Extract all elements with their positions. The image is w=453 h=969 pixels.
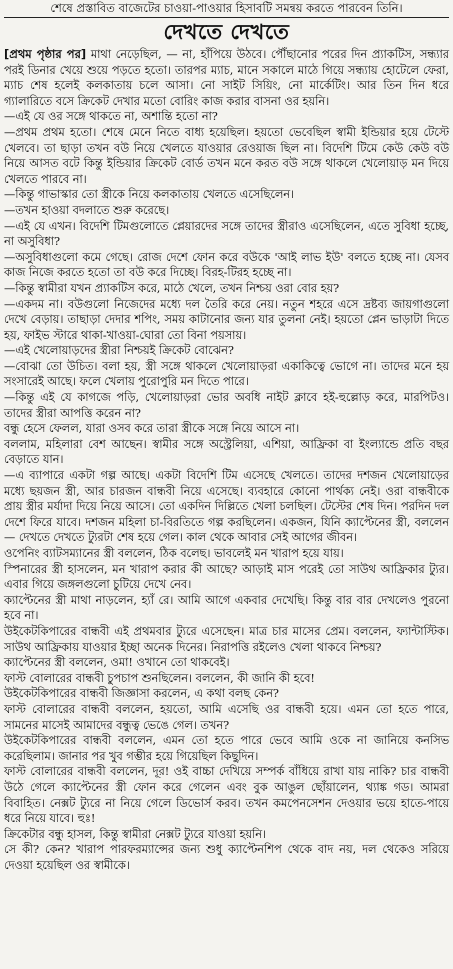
- article-paragraph: উইকেটকিপারের বান্ধবী জিজ্ঞাসা করলেন, এ কথা বলছ কেন?: [4, 687, 279, 701]
- previous-article-last-line: শেষে প্রস্তাবিত বাজেটের চাওয়া-পাওয়ার হিসাবটি সমন্বয় করতে পারবেন তিনি।: [50, 1, 403, 15]
- article-paragraph: ক্যাপ্টেনের স্ত্রী মাথা নাড়লেন, হ্যাঁ রে। আমি আগে একবার দেখেছি। কিন্তু বার বার দেখলেও পুরনো হবে না।: [4, 593, 449, 623]
- continuation-marker: [প্রথম পৃষ্ঠার পর]: [4, 47, 87, 61]
- article-paragraph: ক্রিকেটার বন্ধু হাসল, কিন্তু স্বামীরা নেক্সট ট্যুরে যাওয়া হয়নি।: [4, 827, 267, 841]
- column-divider: [4, 17, 449, 18]
- article-paragraph: সে কী? কেন? খারাপ পারফরম্যান্সের জন্য শুধু ক্যাপ্টেনশিপ থেকে বাদ নয়, দল থেকেও সরিয়ে দেওয়া হয়েছিল ওর স্বামীকে।: [4, 843, 449, 872]
- article-paragraph: ফাস্ট বোলারের বান্ধবী চুপচাপ শুনছিলেন। বললেন, কী জানি কী হবে!: [4, 671, 315, 685]
- article-paragraph: —এই যে এখন। বিদেশি টিমগুলোতে প্লেয়ারদের সঙ্গে তাদের স্ত্রীরাও এসেছিলেন, এতে সুবিধা হচ্ছে, না অসুবিধা?: [4, 219, 449, 249]
- article-paragraph: [4, 47, 449, 109]
- article-paragraph: উইকেটকিপারের বান্ধবী বললেন, এমন তো হতে পারে ভেবে আমি ওকে না জানিয়ে কনসিভ করেছিলাম। জানার পর খুব গম্ভীর হয়ে গিয়েছিল কিছুদিন।: [4, 734, 449, 763]
- article-paragraph: —প্রথম প্রথম হতো। শেষে মেনে নিতে বাধ্য হয়েছিল। হয়তো ভেবেছিল স্বামী ইন্ডিয়ার হয়ে টেস্টে খেলবে। তা ছাড়া তখন বউ নিয়ে খেলতে যাওয়ার রেওয়াজ ছিল না। বিদেশি টিমে কেউ কেউ বউ নিয়ে আসত বটে কিন্তু ইন্ডিয়ার ক্রিকেট বোর্ড তখন মনে করত বউ সঙ্গে থাকলে খেলোয়াড় মন দিয়ে খেলতে পারবে না।: [4, 125, 449, 186]
- article-paragraph: —বোঝা তো উচিত। বলা হয়, স্ত্রী সঙ্গে থাকলে খেলোয়াড়রা একাকিত্বে ভোগে না। তাদের মনে হয় সংসারেই আছে। ফলে খেলায় পুরোপুরি মন দিতে পারে।: [4, 359, 449, 389]
- article-paragraph: উইকেটকিপারের বান্ধবী এই প্রথমবার ট্যুরে এসেছেন। মাত্র চার মাসের প্রেম। বললেন, ফ্যান্টাস্টিক। সাউথ আফ্রিকায় যাওয়ার ইচ্ছা অনেক দিনের। নিরাপত্তি রইলেও খেলা থাকবে নিশ্চয়?: [4, 624, 449, 654]
- article-paragraph: —এই যে ওর সঙ্গে থাকতে না, অশান্তি হতো না?: [4, 110, 218, 124]
- article-paragraph: ক্যাপ্টেনের স্ত্রী বললেন, ওমা! ওখানে তো থাকবেই।: [4, 656, 230, 670]
- article-paragraph: বন্ধু হেসে ফেলল, যারা ওসব করে তারা স্ত্রীকে সঙ্গে নিয়ে আসে না।: [4, 422, 300, 436]
- article-paragraph: —অসুবিধাগুলো কমে গেছে। রোজ দেশে ফোন করে বউকে 'আই লাভ ইউ' বলতে হচ্ছে না। যেসব কাজ নিজে করতে হতো তা বউ করে দিচ্ছে। বিরহ-টিরহ হচ্ছে না।: [4, 250, 449, 280]
- article-paragraph: স্পিনারের স্ত্রী হাসলেন, মন খারাপ করার কী আছে? আড়াই মাস পরেই তো সাউথ আফ্রিকার ট্যুর। এবার গিয়ে জঙ্গলগুলো চুটিয়ে দেখে নেব।: [4, 562, 449, 592]
- article-headline: দেখতে দেখতে: [163, 20, 290, 44]
- article-paragraph: ফাস্ট বোলারের বান্ধবী বললেন, হয়তো, আমি এসেছি ওর বান্ধবী হয়ে। এমন তো হতে পারে, সামনের মাসেই আমাদের বন্ধুত্ব ভেঙে গেল। তখন?: [4, 702, 449, 732]
- article-paragraph: —তখন হাওয়া বদলাতে শুরু করেছে।: [4, 203, 170, 217]
- article-paragraph: —এ ব্যাপারে একটা গল্প আছে। একটা বিদেশি টিম এসেছে খেলতে। তাদের দশজন খেলোয়াড়ের মধ্যে ছয়জন স্ত্রী, আর চারজন বান্ধবী নিয়ে এসেছে। ব্যবহারে কোনো পার্থক্য নেই। ওরা বান্ধবীকে প্রায় স্ত্রীর মর্যাদা দিয়ে নিয়ে আসে। তো একদিন দিল্লিতে খেলা চলছিল। টেস্টের শেষ দিন। পরদিন দল দেশে ফিরে যাবে। দশজন মহিলা চা-বিরতিতে গল্প করছিলেন। একজন, যিনি ক্যাপ্টেনের স্ত্রী, বললেন— দেখতে দেখতে ট্যুরটা শেষ হয়ে গেল। কাল থেকে আবার সেই আগের জীবন।: [4, 469, 449, 545]
- article-paragraph: —এই খেলোয়াড়দের স্ত্রীরা নিশ্চয়ই ক্রিকেট বোঝেন?: [4, 344, 234, 358]
- article-paragraph: —কিন্তু স্বামীরা যখন প্র্যাকটিস করে, মাঠে খেলে, তখন নিশ্চয় ওরা বোর হয়?: [4, 281, 340, 295]
- article-paragraph: —কিন্তু এই যে কাগজে পড়ি, খেলোয়াড়রা ভোর অবধি নাইট ক্লাবে হই-হুল্লোড় করে, মারপিটও। তাদের স্ত্রীরা আপত্তি করেন না?: [4, 391, 449, 420]
- article-paragraph: —কিন্তু গাভাস্কার তো স্ত্রীকে নিয়ে কলকাতায় খেলতে এসেছিলেন।: [4, 188, 295, 202]
- article-body: [4, 47, 449, 873]
- article-paragraph: ওপেনিং ব্যাটসম্যানের স্ত্রী বললেন, ঠিক বলেছ। ভাবলেই মন খারাপ হয়ে যায়।: [4, 547, 344, 560]
- paragraph-text: মাথা নেড়েছিল, — না, হাঁপিয়ে উঠবে। পৌঁছানোর পরের দিন প্র্যাকটিস, সন্ধ্যার পরই ডিনার খেয়ে শুয়ে পড়তে হতো। তারপর ম্যাচ, মানে সকালে মাঠে গিয়ে সন্ধ্যায় হোটেলে ফেরা, ম্যাচ শেষ হলেই কলকাতায় চলে আসা। নো সাইট সিয়িং, নো মার্কেটিং। আর তিন দিন ধরে গ্যালারিতে বসে ক্রিকেট দেখার মতো বোরিং কাজ করার বাসনা ওর হয়নি।: [4, 48, 449, 108]
- article-paragraph: —একদম না। বউগুলো নিজেদের মধ্যে দল তৈরি করে নেয়। নতুন শহরে এসে দ্রষ্টব্য জায়গাগুলো দেখে বেড়ায়। তাছাড়া দেদার শপিং, সময় কাটানোর জন্য যার তুলনা নেই। হয়তো প্লেন ভাড়াটা দিতে হয়, ফাইভ স্টারে থাকা-খাওয়া-ঘোরা তো বিনা পয়সায়।: [4, 297, 449, 342]
- article-paragraph: বললাম, মহিলারা বেশ আছেন। স্বামীর সঙ্গে অস্ট্রেলিয়া, এশিয়া, আফ্রিকা বা ইংল্যান্ডে প্রতি বছর বেড়াতে যান।: [4, 437, 449, 467]
- article-paragraph: ফাস্ট বোলারের বান্ধবী বললেন, দূর! ওই বাচ্চা দেখিয়ে সম্পর্ক বাঁধিয়ে রাখা যায় নাকি? চার বান্ধবী উঠে গেলে ক্যাপ্টেনের স্ত্রী ফোন করে গেলেন এবং বুক আঙুল ছোঁয়ালেন, থ্যাঙ্ক গড। আমরা বিবাহিত। নেক্সট ট্যুরে না নিয়ে গেলে ডিভোর্স করব। তখন কমপেনসেশন দেওয়ার ভয়ে হাতে-পায়ে ধরে নিয়ে যাবে। হুঃ!: [4, 765, 449, 826]
